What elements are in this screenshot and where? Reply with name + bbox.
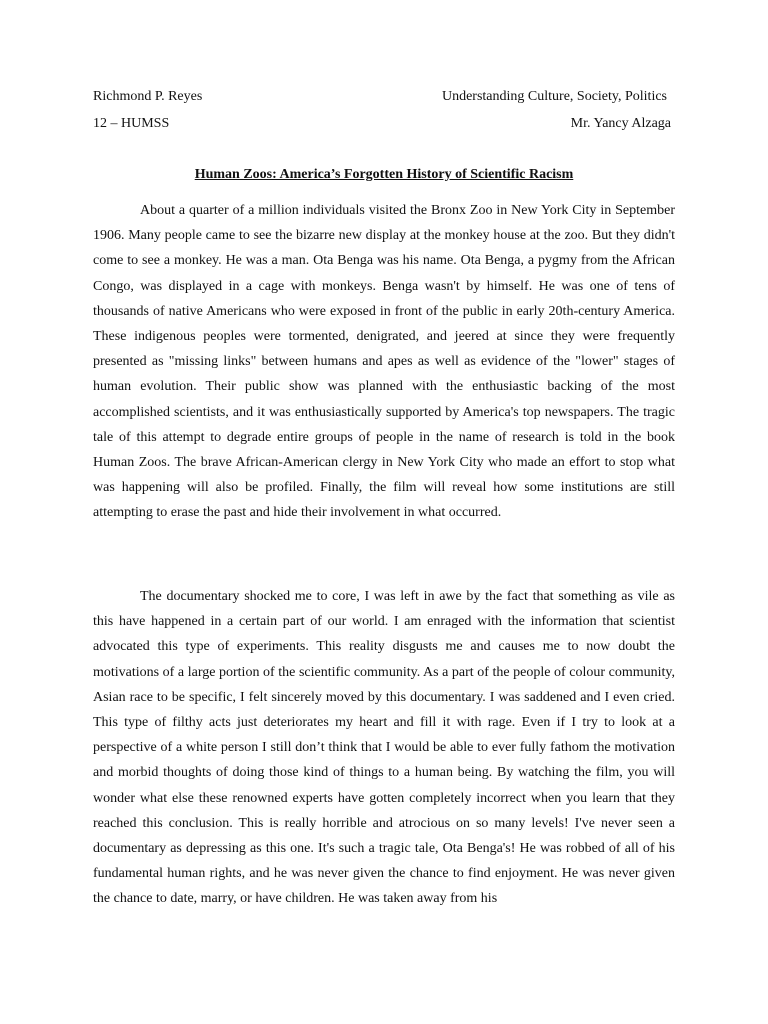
- body-paragraph-1: About a quarter of a million individuals visited the Bronx Zoo in New York City in September 1906. Many people came to see the bizarre new display at the monkey house at the zoo. But they didn't come to see a monkey. He was a man. Ota Benga was his name. Ota Benga, a pygmy from the African Congo, was displayed in a cage with monkeys. Benga wasn't by himself. He was one of tens of thousands of native Americans who were exposed in front of the public in early 20th-century America. These indigenous peoples were tormented, denigrated, and jeered at since they were frequently presented as "missing links" between humans and apes as well as evidence of the "lower" stages of human evolution. Their public show was planned with the enthusiastic backing of the most accomplished scientists, and it was enthusiastically supported by America's top newspapers. The tragic tale of this attempt to degrade entire groups of people in the name of research is told in the book Human Zoos. The brave African-American clergy in New York City who made an effort to stop what was happening will also be profiled. Finally, the film will reveal how some institutions are still attempting to erase the past and hide their involvement in what occurred.: [93, 203, 675, 521]
- grade-section: 12 – HUMSS: [93, 116, 170, 131]
- teacher-name: Mr. Yancy Alzaga: [570, 116, 671, 131]
- course-name: Understanding Culture, Society, Politics: [441, 89, 667, 104]
- author-name: Richmond P. Reyes: [93, 89, 203, 104]
- document-page: [93, 0, 675, 1024]
- essay-title: Human Zoos: America’s Forgotten History of Scientific Racism: [194, 167, 574, 182]
- body-paragraph-2: The documentary shocked me to core, I was left in awe by the fact that something as vile as this have happened in a certain part of our world. I am enraged with the information that scientist advocated this type of experiments. This reality disgusts me and causes me to now doubt the motivations of a large portion of the scientific community. As a part of the people of colour community, Asian race to be specific, I felt sincerely moved by this documentary. I was saddened and I even cried. This type of filthy acts just deteriorates my heart and fill it with rage. Even if I try to look at a perspective of a white person I still don’t think that I would be able to ever fully fathom the motivation and morbid thoughts of doing those kind of things to a human being. By watching the film, you will wonder what else these renowned experts have gotten completely incorrect when you learn that they reached this conclusion. This is really horrible and atrocious on so many levels! I've never seen a documentary as depressing as this one. It's such a tragic tale, Ota Benga's! He was robbed of all of his fundamental human rights, and he was never given the chance to find enjoyment. He was never given the chance to date, marry, or have children. He was taken away from his: [93, 589, 675, 907]
